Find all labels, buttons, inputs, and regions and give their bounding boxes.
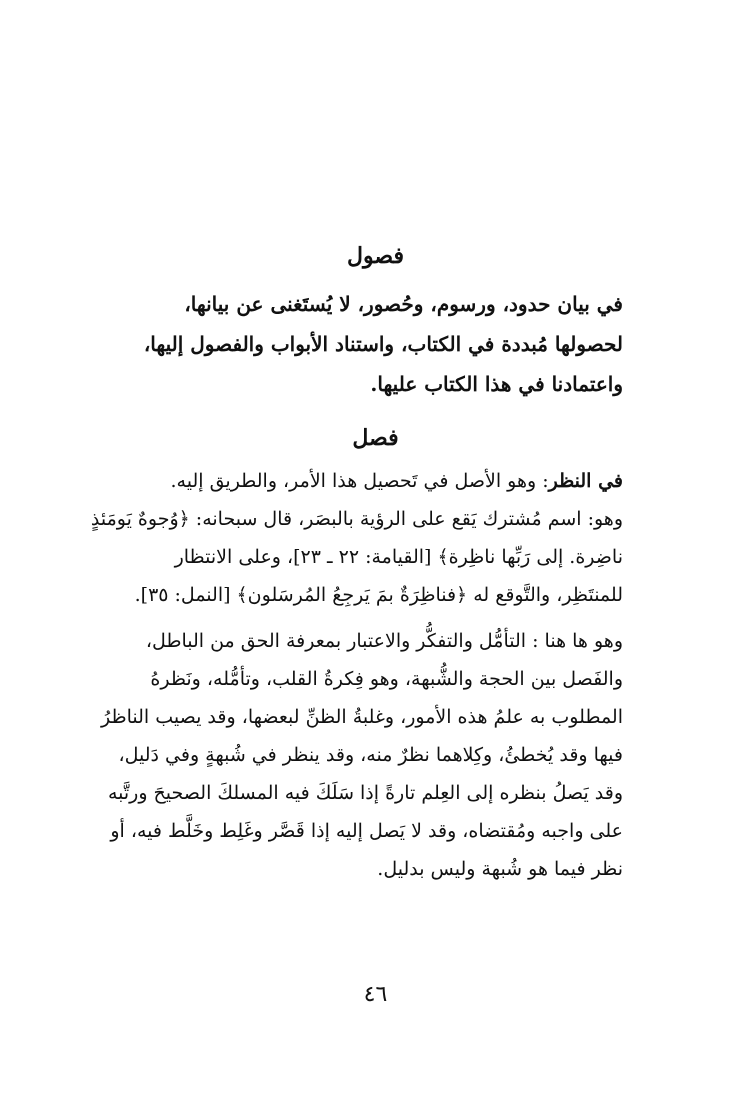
paragraph-line: للمنتَظِر، والتَّوقع له ﴿فناظِرَةٌ بمَ يَرجِعُ المُرسَلون﴾ [النمل: ٣٥]. — [134, 584, 623, 606]
paragraph-line: المطلوب به علمُ هذه الأمور، وغلبةُ الظنِّ لبعضها، وقد يصيب الناظرُ — [101, 706, 623, 728]
paragraph-line: وهو ها هنا : التأمُّل والتفكُّر والاعتبار بمعرفة الحق من الباطل، — [145, 630, 623, 652]
intro-line: واعتمادنا في هذا الكتاب عليها. — [370, 372, 623, 396]
lead-line-text: : وهو الأصل في تَحصيل هذا الأمر، والطريق إليه. — [170, 470, 549, 492]
paragraph-line: على واجبه ومُقتضاه، وقد لا يَصل إليه إذا قَصَّر وغَلِط وخَلَّط فيه، أو — [110, 820, 623, 842]
lead-term: في النظر — [548, 470, 623, 492]
body-paragraph — [101, 622, 623, 888]
paragraph-line: وهو: اسم مُشترك يَقع على الرؤية بالبصَر، قال سبحانه: ﴿وُجوهٌ يَومَئذٍ — [90, 508, 623, 530]
section-heading: فصول — [347, 243, 404, 269]
definition-paragraph — [90, 462, 623, 614]
paragraph-line: والفَصل بين الحجة والشُّبهة، وهو فِكرةُ القلب، وتأمُّله، ونَظرهُ — [150, 668, 623, 690]
paragraph-line: نظر فيما هو شُبهة وليس بدليل. — [377, 858, 623, 880]
intro-paragraph — [128, 284, 623, 404]
paragraph-line: وقد يَصلُ بنظره إلى العِلم تارةً إذا سَلَكَ فيه المسلكَ الصحيحَ ورتَّبه — [107, 782, 623, 804]
subsection-heading: فصل — [352, 425, 399, 451]
intro-line: لحصولها مُبددة في الكتاب، واستناد الأبواب والفصول إليها، — [143, 332, 623, 356]
page-number: ٤٦ — [363, 982, 388, 1007]
paragraph-line: ناضِرة. إلى رَبِّها ناظِرة﴾ [القيامة: ٢٢ ـ ٢٣]، وعلى الانتظار — [174, 546, 623, 568]
intro-line: في بيان حدود، ورسوم، وحُصور، لا يُستَغنى عن بيانها، — [184, 292, 623, 316]
paragraph-line — [123, 462, 623, 500]
paragraph-line: فيها وقد يُخطئُ، وكِلاهما نظرٌ منه، وقد ينظر في شُبهةٍ وفي دَليل، — [118, 744, 623, 766]
